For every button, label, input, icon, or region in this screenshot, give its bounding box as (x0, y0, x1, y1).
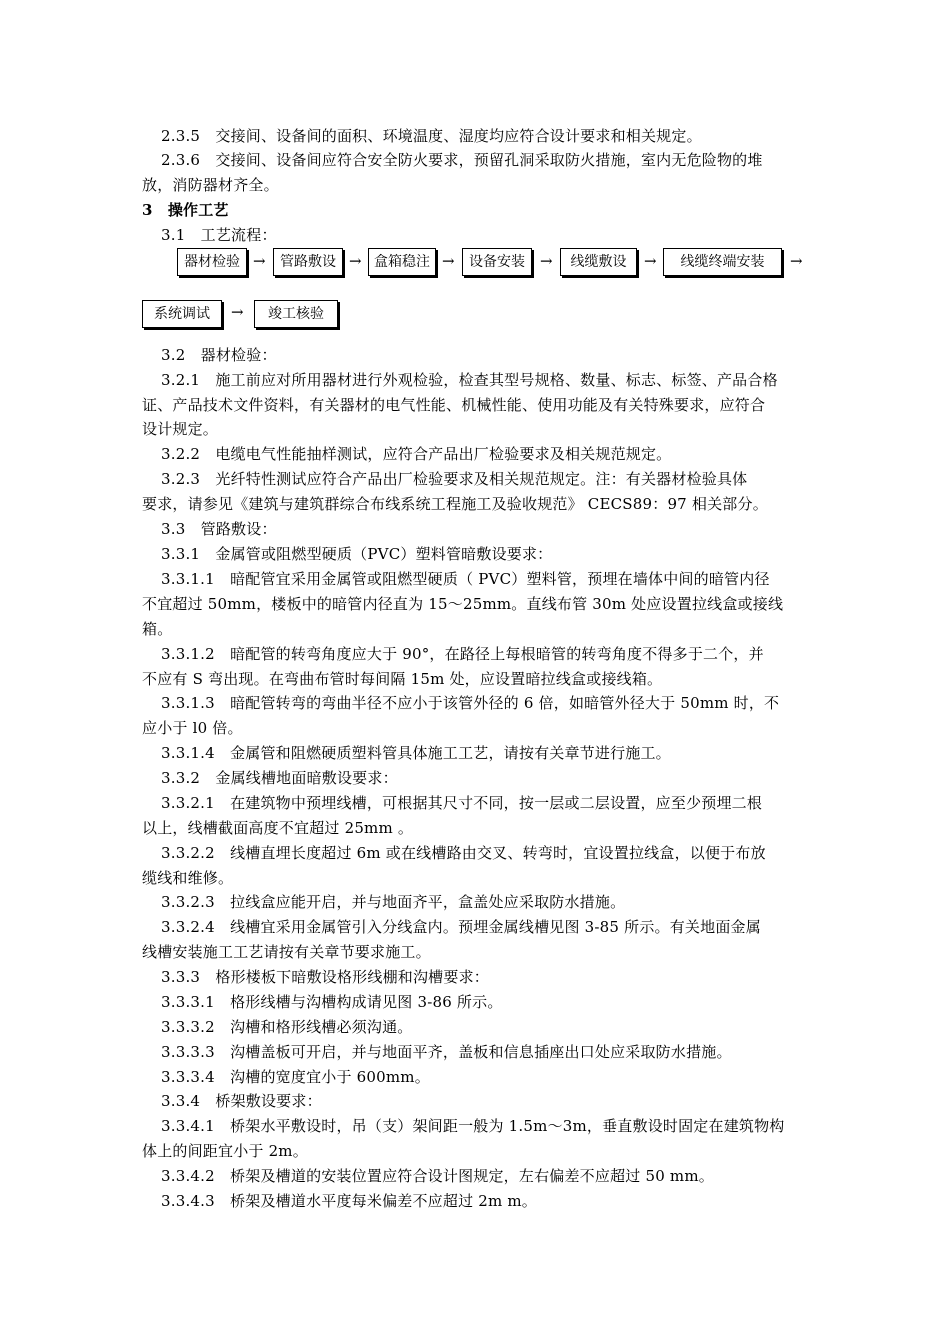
paragraph-3-3-3-2: 3.3.3.2 沟槽和格形线槽必须沟通。 (161, 1018, 413, 1036)
paragraph-2-3-6: 2.3.6 交接间、设备间应符合安全防火要求，预留孔洞采取防火措施，室内无危险物的堆 (161, 151, 763, 169)
paragraph-3-3-1-3: 3.3.1.3 暗配管转弯的弯曲半径不应小于该管外径的 6 倍，如暗管外径大于 50mm 时，不 (161, 694, 780, 712)
paragraph-3-2-1-cont2: 设计规定。 (142, 420, 219, 438)
paragraph-3-3-2-1: 3.3.2.1 在建筑物中预埋线槽，可根据其尺寸不同，按一层或二层设置，应至少预埋二根 (161, 794, 763, 812)
paragraph-3-3-1-2-cont: 不应有 S 弯出现。在弯曲布管时每间隔 15m 处，应设置暗拉线盒或接线箱。 (142, 670, 663, 688)
paragraph-3-3-4-1-cont: 体上的间距宜小于 2m。 (142, 1142, 308, 1160)
paragraph-3-3-4-3: 3.3.4.3 桥架及槽道水平度每米偏差不应超过 2m m。 (161, 1192, 538, 1210)
paragraph-3-2-3: 3.2.3 光纤特性测试应符合产品出厂检验要求及相关规范规定。注：有关器材检验具体 (161, 470, 748, 488)
flow-step-materials-check: 器材检验 (177, 248, 247, 276)
paragraph-3-3-3: 3.3.3 格形楼板下暗敷设格形线棚和沟槽要求： (161, 968, 489, 986)
paragraph-3-2-1-cont: 证、产品技术文件资料，有关器材的电气性能、机械性能、使用功能及有关特殊要求，应符合 (142, 396, 766, 414)
paragraph-3-1: 3.1 工艺流程： (161, 226, 277, 244)
paragraph-3-2-3-cont: 要求，请参见《建筑与建筑群综合布线系统工程施工及验收规范》 CECS89：97 相关部分。 (142, 495, 768, 513)
paragraph-3-3-2-4: 3.3.2.4 线槽宜采用金属管引入分线盒内。预埋金属线槽见图 3-85 所示。有关地面金属 (161, 918, 761, 936)
section-heading-3: 3 操作工艺 (142, 201, 229, 219)
paragraph-3-2-1: 3.2.1 施工前应对所用器材进行外观检验，检查其型号规格、数量、标志、标签、产品合格 (161, 371, 778, 389)
flow-arrow: → (540, 252, 553, 270)
paragraph-2-3-5: 2.3.5 交接间、设备间的面积、环境温度、湿度均应符合设计要求和相关规定。 (161, 127, 702, 145)
flow-arrow: → (231, 303, 244, 321)
paragraph-3-3-4: 3.3.4 桥架敷设要求： (161, 1092, 322, 1110)
paragraph-3-3: 3.3 管路敷设： (161, 520, 277, 538)
flow-step-equipment-install: 设备安装 (462, 248, 532, 276)
paragraph-3-3-2-3: 3.3.2.3 拉线盒应能开启，并与地面齐平，盒盖处应采取防水措施。 (161, 893, 626, 911)
flow-step-completion-check: 竣工核验 (254, 300, 338, 328)
paragraph-3-3-2: 3.3.2 金属线槽地面暗敷设要求： (161, 769, 398, 787)
paragraph-3-3-3-4: 3.3.3.4 沟槽的宽度宜小于 600mm。 (161, 1068, 430, 1086)
paragraph-3-3-4-1: 3.3.4.1 桥架水平敷设时，吊（支）架间距一般为 1.5m～3m，垂直敷设时固定在建筑物构 (161, 1117, 785, 1135)
flow-step-cable-laying: 线缆敷设 (560, 248, 637, 276)
paragraph-3-3-2-1-cont: 以上，线槽截面高度不宜超过 25mm 。 (142, 819, 414, 837)
paragraph-3-3-1-4: 3.3.1.4 金属管和阻燃硬质塑料管具体施工工艺，请按有关章节进行施工。 (161, 744, 671, 762)
paragraph-3-3-1-2: 3.3.1.2 暗配管的转弯角度应大于 90°，在路径上每根暗管的转弯角度不得多于二个，并 (161, 645, 764, 663)
paragraph-3-2: 3.2 器材检验： (161, 346, 277, 364)
paragraph-3-2-2: 3.2.2 电缆电气性能抽样测试，应符合产品出厂检验要求及相关规范规定。 (161, 445, 672, 463)
paragraph-3-3-1-3-cont: 应小于 l0 倍。 (142, 719, 243, 737)
flow-arrow: → (253, 252, 266, 270)
flow-step-cable-termination: 线缆终端安装 (663, 248, 782, 276)
paragraph-3-3-1: 3.3.1 金属管或阻燃型硬质（PVC）塑料管暗敷设要求： (161, 545, 553, 563)
flow-step-conduit-laying: 管路敷设 (273, 248, 343, 276)
paragraph-3-3-2-4-cont: 线槽安装施工工艺请按有关章节要求施工。 (142, 943, 431, 961)
flow-step-system-debugging: 系统调试 (142, 300, 222, 328)
flow-arrow: → (790, 252, 803, 270)
paragraph-3-3-1-1: 3.3.1.1 暗配管宜采用金属管或阻燃型硬质（ PVC）塑料管，预埋在墙体中间的暗管内径 (161, 570, 770, 588)
paragraph-3-3-1-1-cont2: 箱。 (142, 620, 173, 638)
paragraph-3-3-4-2: 3.3.4.2 桥架及槽道的安装位置应符合设计图规定，左右偏差不应超过 50 mm。 (161, 1167, 714, 1185)
flow-step-box-fixing: 盒箱稳注 (368, 248, 436, 276)
paragraph-3-3-2-2-cont: 缆线和维修。 (142, 869, 234, 887)
paragraph-3-3-3-1: 3.3.3.1 格形线槽与沟槽构成请见图 3-86 所示。 (161, 993, 503, 1011)
paragraph-3-3-1-1-cont: 不宜超过 50mm，楼板中的暗管内径直为 15～25mm。直线布管 30m 处应设置拉线盒或接线 (142, 595, 784, 613)
paragraph-3-3-3-3: 3.3.3.3 沟槽盖板可开启，并与地面平齐，盖板和信息插座出口处应采取防水措施。 (161, 1043, 732, 1061)
flow-arrow: → (644, 252, 657, 270)
paragraph-2-3-6-cont: 放，消防器材齐全。 (142, 176, 279, 194)
flow-arrow: → (442, 252, 455, 270)
flow-arrow: → (349, 252, 362, 270)
paragraph-3-3-2-2: 3.3.2.2 线槽直埋长度超过 6m 或在线槽路由交叉、转弯时，宜设置拉线盒，以便于布放 (161, 844, 766, 862)
